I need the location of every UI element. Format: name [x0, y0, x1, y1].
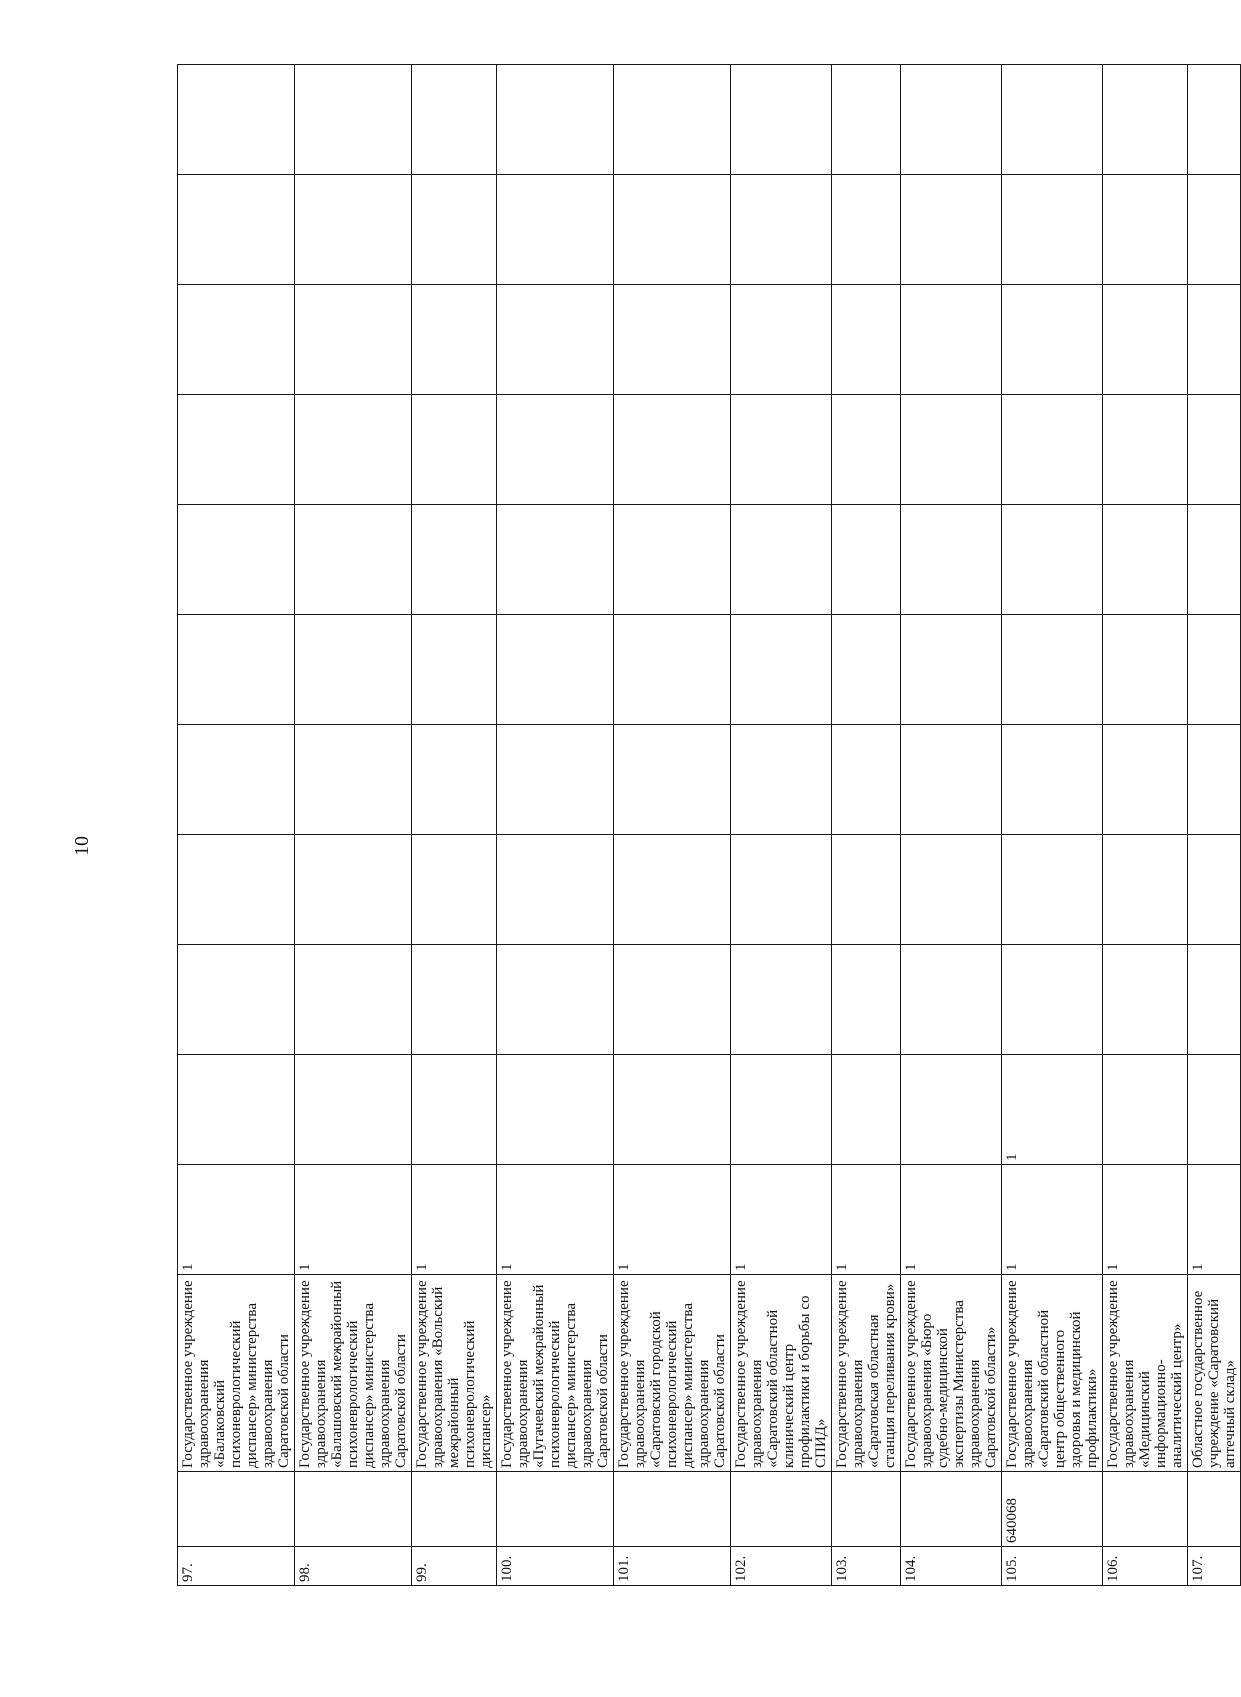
row-number-cell: 97. — [178, 1547, 295, 1586]
empty-cell — [1188, 285, 1241, 395]
empty-cell — [901, 725, 1002, 835]
row-number-cell: 106. — [1103, 1547, 1188, 1586]
empty-cell — [614, 285, 731, 395]
empty-cell — [614, 725, 731, 835]
empty-cell — [497, 395, 614, 505]
empty-cell — [901, 285, 1002, 395]
empty-cell — [295, 505, 412, 615]
table-row — [1188, 65, 1241, 1586]
code-cell — [1103, 1472, 1188, 1547]
institution-name-cell: Государственное учреждение здравоохранения «Балашовский межрайонный психоневрологический диспансер» министерства здравоохранения Саратовской области — [295, 1275, 412, 1472]
empty-cell — [832, 395, 901, 505]
empty-cell — [412, 65, 497, 175]
table-row — [731, 65, 832, 1586]
empty-cell — [178, 615, 295, 725]
empty-cell — [412, 285, 497, 395]
page-number: 10 — [71, 836, 93, 856]
value-cell-1: 1 — [901, 1165, 1002, 1275]
table-row — [614, 65, 731, 1586]
value-cell-2 — [1188, 1055, 1241, 1165]
row-number-cell: 103. — [832, 1547, 901, 1586]
empty-cell — [497, 725, 614, 835]
code-cell — [178, 1472, 295, 1547]
empty-cell — [295, 175, 412, 285]
empty-cell — [832, 65, 901, 175]
empty-cell — [178, 945, 295, 1055]
institution-name-cell: Государственное учреждение здравоохранения «Балаковский психоневрологический диспансер» министерства здравоохранения Саратовской области — [178, 1275, 295, 1472]
empty-cell — [1002, 395, 1103, 505]
empty-cell — [1188, 615, 1241, 725]
empty-cell — [731, 505, 832, 615]
row-number-cell: 99. — [412, 1547, 497, 1586]
empty-cell — [614, 835, 731, 945]
empty-cell — [1188, 505, 1241, 615]
empty-cell — [832, 285, 901, 395]
institution-name-cell: Государственное учреждение здравоохранения «Медицинский информационно-аналитический центр» — [1103, 1275, 1188, 1472]
institution-name-cell: Государственное учреждение здравоохранения «Пугачевский межрайонный психоневрологический диспансер» министерства здравоохранения Саратовской области — [497, 1275, 614, 1472]
table-row — [901, 65, 1002, 1586]
value-cell-1: 1 — [178, 1165, 295, 1275]
empty-cell — [614, 65, 731, 175]
value-cell-1: 1 — [1188, 1165, 1241, 1275]
empty-cell — [295, 395, 412, 505]
empty-cell — [497, 65, 614, 175]
empty-cell — [1002, 725, 1103, 835]
empty-cell — [832, 835, 901, 945]
empty-cell — [731, 725, 832, 835]
empty-cell — [731, 175, 832, 285]
empty-cell — [614, 175, 731, 285]
empty-cell — [178, 65, 295, 175]
empty-cell — [1103, 175, 1188, 285]
empty-cell — [412, 505, 497, 615]
code-cell — [731, 1472, 832, 1547]
institutions-table — [177, 64, 1241, 1586]
institution-name-cell: Государственное учреждение здравоохранения «Саратовский городской психоневрологический диспансер» министерства здравоохранения Саратовской области — [614, 1275, 731, 1472]
empty-cell — [731, 285, 832, 395]
value-cell-2 — [497, 1055, 614, 1165]
empty-cell — [832, 945, 901, 1055]
empty-cell — [614, 945, 731, 1055]
value-cell-1: 1 — [731, 1165, 832, 1275]
empty-cell — [1188, 725, 1241, 835]
row-number-cell: 102. — [731, 1547, 832, 1586]
empty-cell — [178, 505, 295, 615]
empty-cell — [295, 725, 412, 835]
row-number-cell: 100. — [497, 1547, 614, 1586]
empty-cell — [1188, 945, 1241, 1055]
empty-cell — [614, 505, 731, 615]
empty-cell — [901, 835, 1002, 945]
empty-cell — [1103, 285, 1188, 395]
empty-cell — [412, 945, 497, 1055]
empty-cell — [731, 395, 832, 505]
empty-cell — [1002, 65, 1103, 175]
empty-cell — [412, 835, 497, 945]
empty-cell — [497, 945, 614, 1055]
empty-cell — [901, 65, 1002, 175]
row-number-cell: 101. — [614, 1547, 731, 1586]
empty-cell — [614, 395, 731, 505]
empty-cell — [832, 175, 901, 285]
value-cell-2 — [614, 1055, 731, 1165]
empty-cell — [178, 175, 295, 285]
empty-cell — [1103, 615, 1188, 725]
code-cell — [295, 1472, 412, 1547]
empty-cell — [1002, 945, 1103, 1055]
empty-cell — [178, 395, 295, 505]
empty-cell — [901, 505, 1002, 615]
empty-cell — [1002, 835, 1103, 945]
empty-cell — [497, 835, 614, 945]
empty-cell — [1002, 285, 1103, 395]
empty-cell — [295, 65, 412, 175]
table-row — [1103, 65, 1188, 1586]
empty-cell — [178, 725, 295, 835]
empty-cell — [731, 835, 832, 945]
value-cell-1: 1 — [497, 1165, 614, 1275]
institution-name-cell: Государственное учреждение здравоохранения «Саратовская областная станция переливания крови» — [832, 1275, 901, 1472]
empty-cell — [497, 505, 614, 615]
empty-cell — [1188, 395, 1241, 505]
empty-cell — [497, 285, 614, 395]
table-row — [1002, 65, 1103, 1586]
document-table-area — [177, 83, 1238, 1586]
code-cell: 640068 — [1002, 1472, 1103, 1547]
empty-cell — [901, 395, 1002, 505]
value-cell-1: 1 — [614, 1165, 731, 1275]
value-cell-2 — [295, 1055, 412, 1165]
value-cell-2 — [412, 1055, 497, 1165]
table-row — [832, 65, 901, 1586]
empty-cell — [1188, 175, 1241, 285]
empty-cell — [412, 725, 497, 835]
empty-cell — [1002, 615, 1103, 725]
empty-cell — [1103, 725, 1188, 835]
empty-cell — [731, 615, 832, 725]
empty-cell — [295, 615, 412, 725]
value-cell-1: 1 — [832, 1165, 901, 1275]
empty-cell — [412, 395, 497, 505]
empty-cell — [614, 615, 731, 725]
empty-cell — [497, 175, 614, 285]
empty-cell — [1002, 505, 1103, 615]
code-cell — [412, 1472, 497, 1547]
empty-cell — [497, 615, 614, 725]
rotated-table-wrapper — [177, 83, 1238, 1586]
table-row — [178, 65, 295, 1586]
empty-cell — [1002, 175, 1103, 285]
empty-cell — [178, 285, 295, 395]
table-row — [412, 65, 497, 1586]
empty-cell — [178, 835, 295, 945]
row-number-cell: 105. — [1002, 1547, 1103, 1586]
institution-name-cell: Государственное учреждение здравоохранения «Вольский межрайонный психоневрологический диспансер» — [412, 1275, 497, 1472]
empty-cell — [412, 615, 497, 725]
value-cell-2 — [178, 1055, 295, 1165]
code-cell — [901, 1472, 1002, 1547]
empty-cell — [1103, 395, 1188, 505]
row-number-cell: 107. — [1188, 1547, 1241, 1586]
institution-name-cell: Областное государственное учреждение «Саратовский аптечный склад» — [1188, 1275, 1241, 1472]
row-number-cell: 104. — [901, 1547, 1002, 1586]
empty-cell — [412, 175, 497, 285]
value-cell-1: 1 — [295, 1165, 412, 1275]
empty-cell — [1188, 835, 1241, 945]
empty-cell — [901, 615, 1002, 725]
empty-cell — [901, 175, 1002, 285]
value-cell-2 — [832, 1055, 901, 1165]
institution-name-cell: Государственное учреждение здравоохранения «Саратовский областной центр общественного здоровья и медицинской профилактики» — [1002, 1275, 1103, 1472]
table-row — [497, 65, 614, 1586]
value-cell-2: 1 — [1002, 1055, 1103, 1165]
empty-cell — [1188, 65, 1241, 175]
code-cell — [614, 1472, 731, 1547]
empty-cell — [832, 505, 901, 615]
empty-cell — [832, 725, 901, 835]
empty-cell — [1103, 835, 1188, 945]
empty-cell — [901, 945, 1002, 1055]
code-cell — [832, 1472, 901, 1547]
empty-cell — [832, 615, 901, 725]
value-cell-1: 1 — [1103, 1165, 1188, 1275]
row-number-cell: 98. — [295, 1547, 412, 1586]
empty-cell — [1103, 505, 1188, 615]
empty-cell — [731, 65, 832, 175]
code-cell — [1188, 1472, 1241, 1547]
empty-cell — [1103, 65, 1188, 175]
empty-cell — [1103, 945, 1188, 1055]
value-cell-1: 1 — [412, 1165, 497, 1275]
table-row — [295, 65, 412, 1586]
empty-cell — [295, 285, 412, 395]
institution-name-cell: Государственное учреждение здравоохранения «Саратовский областной клинический центр профилактики и борьбы со СПИД» — [731, 1275, 832, 1472]
empty-cell — [295, 835, 412, 945]
empty-cell — [295, 945, 412, 1055]
value-cell-2 — [1103, 1055, 1188, 1165]
value-cell-2 — [901, 1055, 1002, 1165]
empty-cell — [731, 945, 832, 1055]
value-cell-2 — [731, 1055, 832, 1165]
institution-name-cell: Государственное учреждение здравоохранения «Бюро судебно-медицинской экспертизы Министерства здравоохранения Саратовской области» — [901, 1275, 1002, 1472]
code-cell — [497, 1472, 614, 1547]
value-cell-1: 1 — [1002, 1165, 1103, 1275]
